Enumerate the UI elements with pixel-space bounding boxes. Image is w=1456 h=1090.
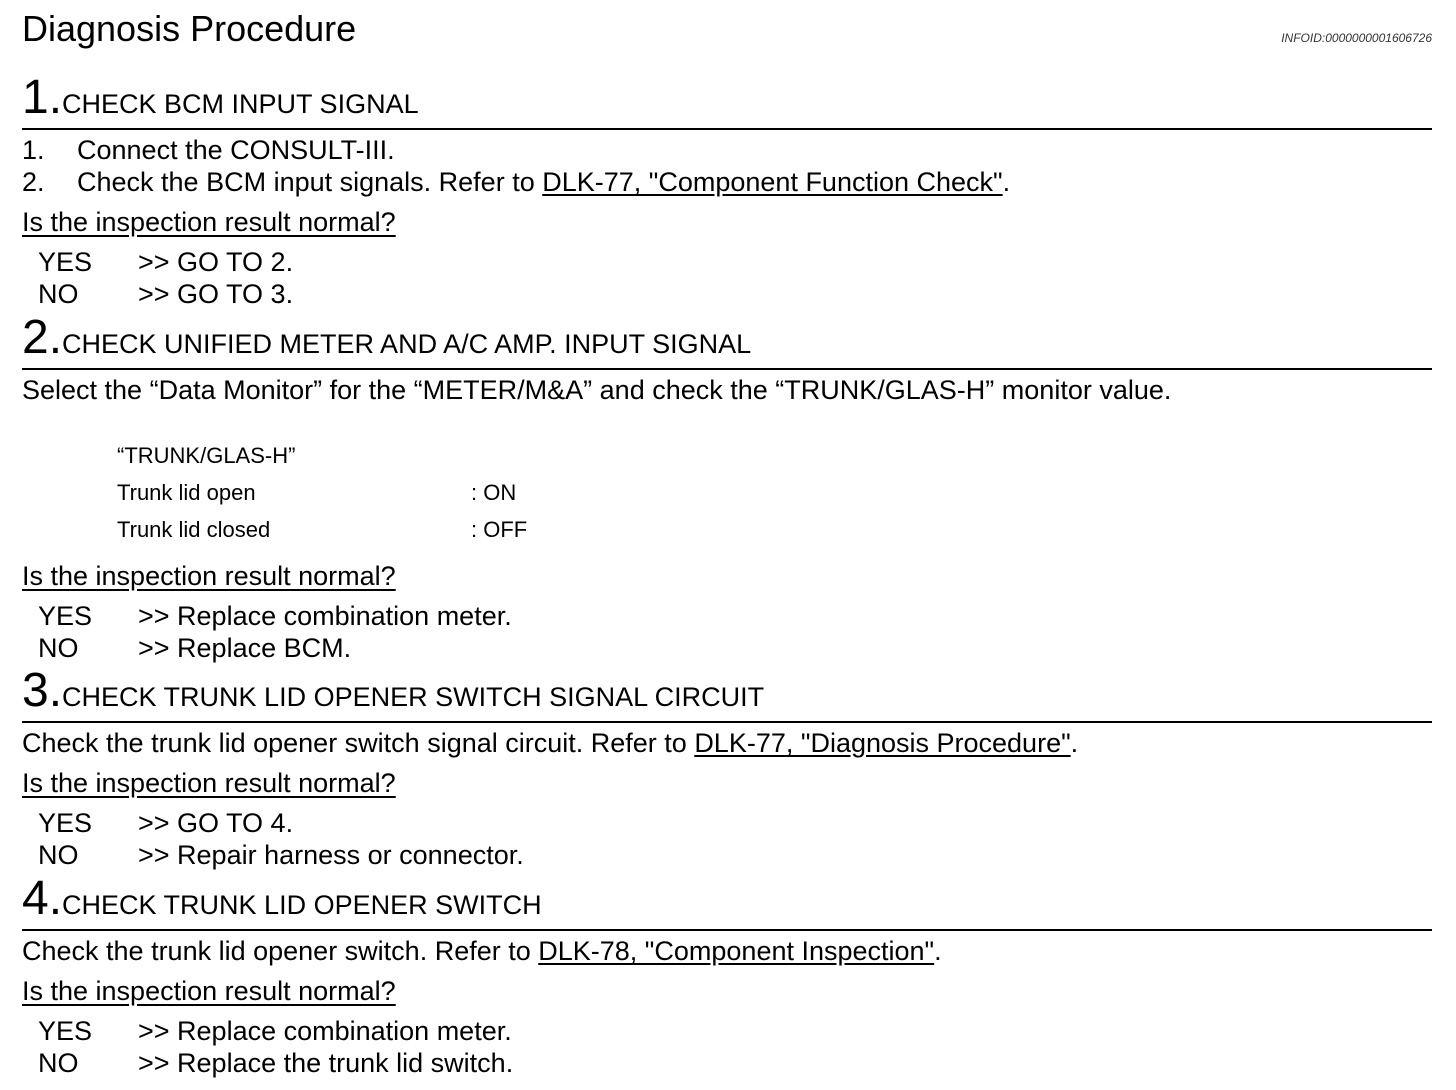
monitor-value: : OFF bbox=[471, 517, 528, 542]
inspection-question: Is the inspection result normal? bbox=[22, 207, 396, 237]
monitor-condition: Trunk lid open bbox=[117, 480, 256, 505]
no-answer: NO >> GO TO 3. bbox=[38, 279, 294, 309]
reference-link[interactable]: DLK-78, "Component Inspection" bbox=[538, 936, 935, 966]
page-title: Diagnosis Procedure bbox=[22, 8, 357, 49]
step-number: 2. bbox=[22, 311, 63, 364]
no-answer: NO >> Replace the trunk lid switch. bbox=[38, 1048, 514, 1078]
instruction-text: Check the trunk lid opener switch. Refer to DLK-78, "Component Inspection". bbox=[22, 936, 942, 966]
step-title: CHECK BCM INPUT SIGNAL bbox=[62, 89, 419, 119]
step-title: CHECK TRUNK LID OPENER SWITCH bbox=[62, 890, 542, 920]
yes-answer: YES >> Replace combination meter. bbox=[38, 601, 512, 631]
yes-answer: YES >> GO TO 4. bbox=[38, 808, 294, 838]
step-1-heading bbox=[22, 71, 419, 124]
list-item: 2. Check the BCM input signals. Refer to DLK-77, "Component Function Check". bbox=[22, 167, 1011, 197]
divider bbox=[22, 128, 1432, 130]
step-3-heading bbox=[22, 664, 765, 717]
step-title: CHECK TRUNK LID OPENER SWITCH SIGNAL CIRCUIT bbox=[62, 682, 765, 712]
divider bbox=[22, 929, 1432, 931]
divider bbox=[22, 368, 1432, 370]
instruction-text: Select the “Data Monitor” for the “METER/M&A” and check the “TRUNK/GLAS-H” monitor value. bbox=[22, 375, 1172, 405]
no-answer: NO >> Repair harness or connector. bbox=[38, 840, 524, 870]
info-id: INFOID:0000000001606726 bbox=[1281, 31, 1432, 45]
step-title: CHECK UNIFIED METER AND A/C AMP. INPUT SIGNAL bbox=[62, 329, 752, 359]
no-answer: NO >> Replace BCM. bbox=[38, 633, 352, 663]
step-4-heading bbox=[22, 872, 542, 925]
inspection-question: Is the inspection result normal? bbox=[22, 561, 396, 591]
reference-link[interactable]: DLK-77, "Diagnosis Procedure" bbox=[694, 728, 1071, 758]
monitor-item: “TRUNK/GLAS-H” bbox=[117, 443, 296, 468]
step-number: 1. bbox=[22, 71, 63, 124]
inspection-question: Is the inspection result normal? bbox=[22, 976, 396, 1006]
yes-answer: YES >> GO TO 2. bbox=[38, 247, 294, 277]
inspection-question: Is the inspection result normal? bbox=[22, 768, 396, 798]
divider bbox=[22, 721, 1432, 723]
monitor-value: : ON bbox=[471, 480, 517, 505]
monitor-condition: Trunk lid closed bbox=[117, 517, 271, 542]
step-2-heading bbox=[22, 311, 752, 364]
instruction-text: Check the trunk lid opener switch signal circuit. Refer to DLK-77, "Diagnosis Procedure". bbox=[22, 728, 1079, 758]
step-number: 4. bbox=[22, 872, 63, 925]
step-number: 3. bbox=[22, 664, 63, 717]
reference-link[interactable]: DLK-77, "Component Function Check" bbox=[542, 167, 1003, 197]
list-item: 1. Connect the CONSULT-III. bbox=[22, 135, 395, 165]
yes-answer: YES >> Replace combination meter. bbox=[38, 1016, 512, 1046]
